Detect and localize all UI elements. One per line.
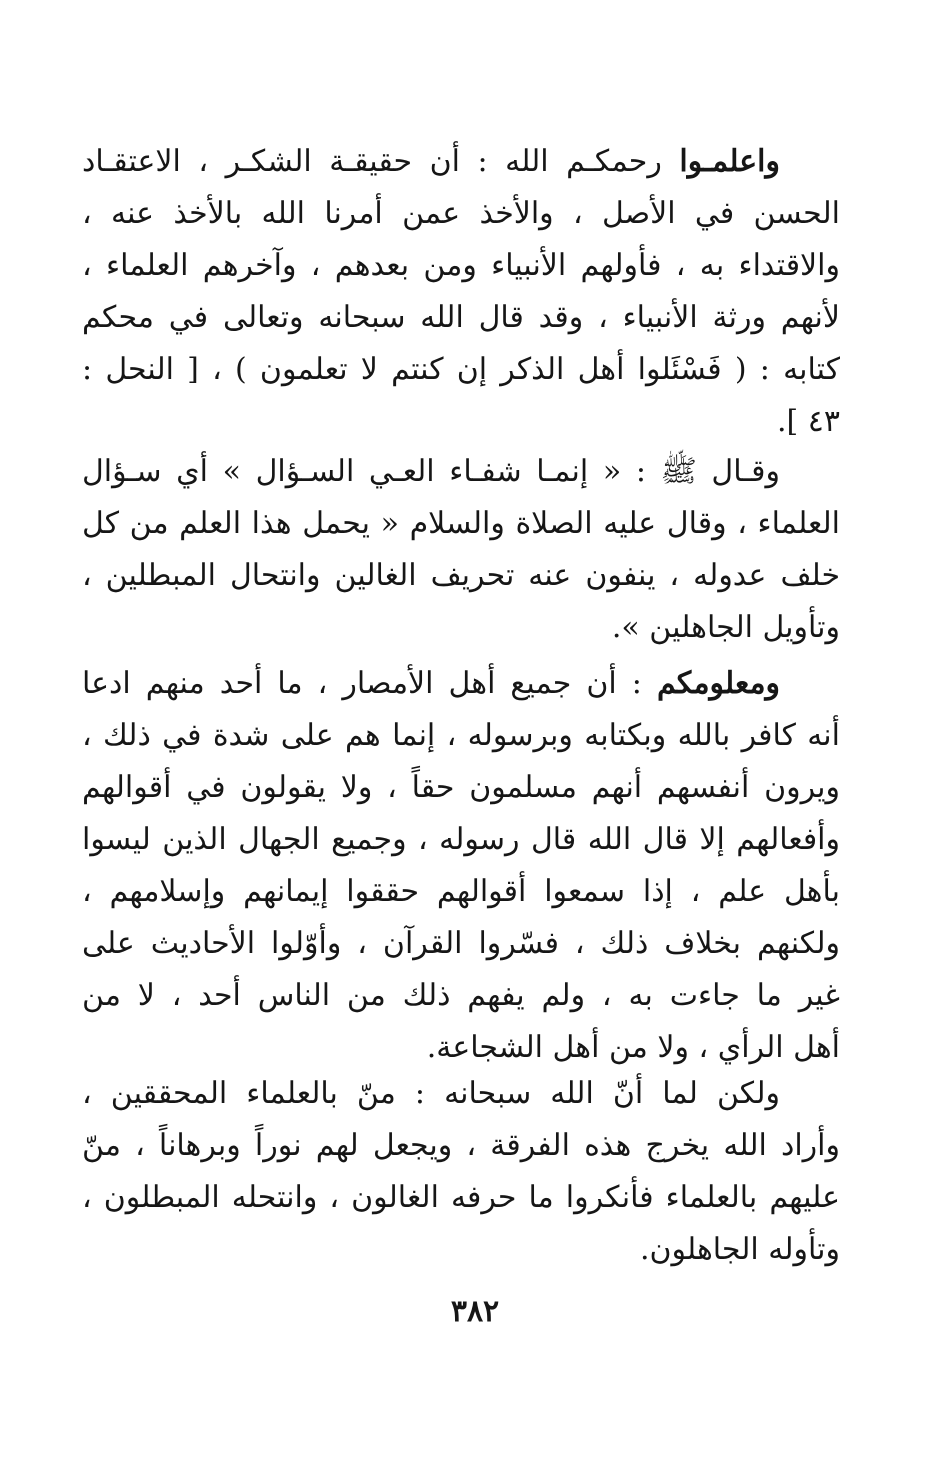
paragraph-line: الحسن في الأصل ، والأخذ عمن أمرنا الله بالأخذ عنه ،: [82, 196, 840, 231]
paragraph-1: [82, 136, 840, 448]
paragraph-lead-word: ومعلومكم: [656, 666, 780, 701]
paragraph-line: وأفعالهم إلا قال الله قال رسوله ، وجميع الجهال الذين ليسوا: [82, 822, 840, 857]
paragraph-2: [82, 446, 840, 654]
paragraph-line: غير ما جاءت به ، ولم يفهم ذلك من الناس أحد ، لا من: [82, 978, 840, 1013]
paragraph-line: ولكنهم بخلاف ذلك ، فسّروا القرآن ، وأوّلوا الأحاديث على: [82, 926, 840, 961]
paragraph-line: وتأويل الجاهلين ».: [611, 610, 840, 645]
paragraph-line: وتأوله الجاهلون.: [639, 1232, 840, 1267]
paragraph-line: ٤٣ ].: [776, 404, 840, 439]
paragraph-line: وقـال ﷺ : « إنمـا شفـاء العـي السـؤال » أي سـؤال: [82, 454, 780, 489]
paragraph-lead-word: واعلمـوا: [679, 144, 780, 179]
paragraph-line: والاقتداء به ، فأولهم الأنبياء ومن بعدهم ، وآخرهم العلماء ،: [82, 248, 840, 283]
page-number: ٣٨٢: [450, 1294, 500, 1329]
paragraph-line: كتابه : ( فَسْئَلوا أهل الذكر إن كنتم لا تعلمون ) ، [ النحل :: [82, 352, 840, 387]
paragraph-line: ولكن لما أنّ الله سبحانه : منّ بالعلماء المحققين ،: [82, 1076, 780, 1111]
paragraph-line: ويرون أنفسهم أنهم مسلمون حقاً ، ولا يقولون في أقوالهم: [82, 770, 840, 805]
paragraph-line: بأهل علم ، إذا سمعوا أقوالهم حققوا إيمانهم وإسلامهم ،: [82, 874, 840, 909]
paragraph-4: [82, 1068, 840, 1276]
paragraph-line: عليهم بالعلماء فأنكروا ما حرفه الغالون ، وانتحله المبطلون ،: [82, 1180, 840, 1215]
paragraph-line: واعلمـوا رحمكـم الله : أن حقيقـة الشكـر ، الاعتقـاد: [82, 144, 780, 179]
paragraph-line: خلف عدوله ، ينفون عنه تحريف الغالين وانتحال المبطلين ،: [82, 558, 840, 593]
paragraph-line: أهل الرأي ، ولا من أهل الشجاعة.: [426, 1030, 840, 1065]
paragraph-line: العلماء ، وقال عليه الصلاة والسلام « يحمل هذا العلم من كل: [82, 506, 840, 541]
paragraph-line: وأراد الله يخرج هذه الفرقة ، ويجعل لهم نوراً وبرهاناً ، منّ: [82, 1128, 840, 1163]
paragraph-line: أنه كافر بالله وبكتابه وبرسوله ، إنما هم على شدة في ذلك ،: [82, 718, 840, 753]
paragraph-line: ومعلومكم : أن جميع أهل الأمصار ، ما أحد منهم ادعا: [82, 666, 780, 701]
paragraph-3: [82, 658, 840, 1074]
paragraph-line: لأنهم ورثة الأنبياء ، وقد قال الله سبحانه وتعالى في محكم: [82, 300, 840, 335]
